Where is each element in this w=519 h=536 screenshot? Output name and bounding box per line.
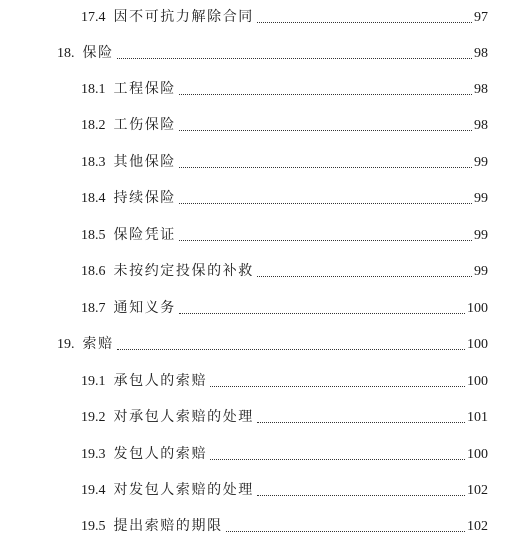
toc-entry-18-4[interactable] (81, 184, 488, 208)
toc-title: 发包人的索赔 (113, 447, 208, 462)
toc-number: 18.1 (81, 82, 106, 97)
toc-page-number: 98 (474, 82, 488, 97)
dot-leader (179, 240, 472, 241)
toc-number: 19.3 (81, 447, 106, 462)
toc-page-number: 100 (467, 374, 488, 389)
toc-page-number: 101 (467, 410, 488, 425)
toc-title: 工程保险 (113, 82, 176, 97)
toc-number: 19.2 (81, 410, 106, 425)
toc-title: 提出索赔的期限 (113, 519, 223, 534)
toc-page-number: 98 (474, 118, 488, 133)
toc-page-number: 99 (474, 155, 488, 170)
toc-page-number: 102 (467, 483, 488, 498)
toc-number: 18. (57, 46, 75, 61)
toc-entry-18-3[interactable] (81, 148, 488, 172)
toc-page-number: 99 (474, 264, 488, 279)
toc-entry-19-5[interactable] (81, 512, 488, 536)
toc-number: 17.4 (81, 10, 106, 25)
toc-page-number: 97 (474, 10, 488, 25)
toc-page-number: 99 (474, 191, 488, 206)
toc-title: 索赔 (82, 337, 114, 352)
toc-page-number: 98 (474, 46, 488, 61)
toc-title: 保险凭证 (113, 228, 176, 243)
toc-entry-18[interactable] (57, 39, 488, 63)
dot-leader (179, 130, 472, 131)
toc-page-number: 102 (467, 519, 488, 534)
toc-title: 对承包人索赔的处理 (113, 410, 254, 425)
dot-leader (179, 167, 472, 168)
toc-title: 工伤保险 (113, 118, 176, 133)
toc-entry-19-2[interactable] (81, 403, 488, 427)
dot-leader (179, 94, 472, 95)
toc-title: 因不可抗力解除合同 (113, 10, 254, 25)
toc-entry-19-4[interactable] (81, 476, 488, 500)
dot-leader (117, 58, 472, 59)
dot-leader (226, 531, 465, 532)
toc-entry-18-1[interactable] (81, 75, 488, 99)
dot-leader (179, 313, 465, 314)
toc-entry-18-7[interactable] (81, 294, 488, 318)
toc-number: 18.3 (81, 155, 106, 170)
toc-entry-18-6[interactable] (81, 257, 488, 281)
toc-title: 未按约定投保的补救 (113, 264, 254, 279)
toc-title: 保险 (82, 46, 114, 61)
toc-entry-18-2[interactable] (81, 111, 488, 135)
dot-leader (210, 386, 465, 387)
toc-number: 19.1 (81, 374, 106, 389)
toc-page-number: 100 (467, 301, 488, 316)
toc-number: 19. (57, 337, 75, 352)
toc-page-number: 100 (467, 337, 488, 352)
toc-title: 承包人的索赔 (113, 374, 208, 389)
toc-title: 持续保险 (113, 191, 176, 206)
toc-title: 对发包人索赔的处理 (113, 483, 254, 498)
dot-leader (257, 422, 465, 423)
dot-leader (257, 276, 472, 277)
dot-leader (117, 349, 465, 350)
dot-leader (257, 495, 465, 496)
toc-title: 其他保险 (113, 155, 176, 170)
toc-entry-17-4[interactable] (81, 3, 488, 27)
dot-leader (179, 203, 472, 204)
toc-number: 18.7 (81, 301, 106, 316)
toc-title: 通知义务 (113, 301, 176, 316)
toc-entry-19-3[interactable] (81, 440, 488, 464)
toc-number: 18.4 (81, 191, 106, 206)
toc-entry-19[interactable] (57, 330, 488, 354)
toc-entry-19-1[interactable] (81, 367, 488, 391)
toc-number: 19.4 (81, 483, 106, 498)
toc-number: 19.5 (81, 519, 106, 534)
toc-number: 18.5 (81, 228, 106, 243)
toc-page-number: 99 (474, 228, 488, 243)
toc-page-number: 100 (467, 447, 488, 462)
toc-number: 18.2 (81, 118, 106, 133)
toc-entry-18-5[interactable] (81, 221, 488, 245)
dot-leader (210, 459, 465, 460)
toc-number: 18.6 (81, 264, 106, 279)
dot-leader (257, 22, 472, 23)
